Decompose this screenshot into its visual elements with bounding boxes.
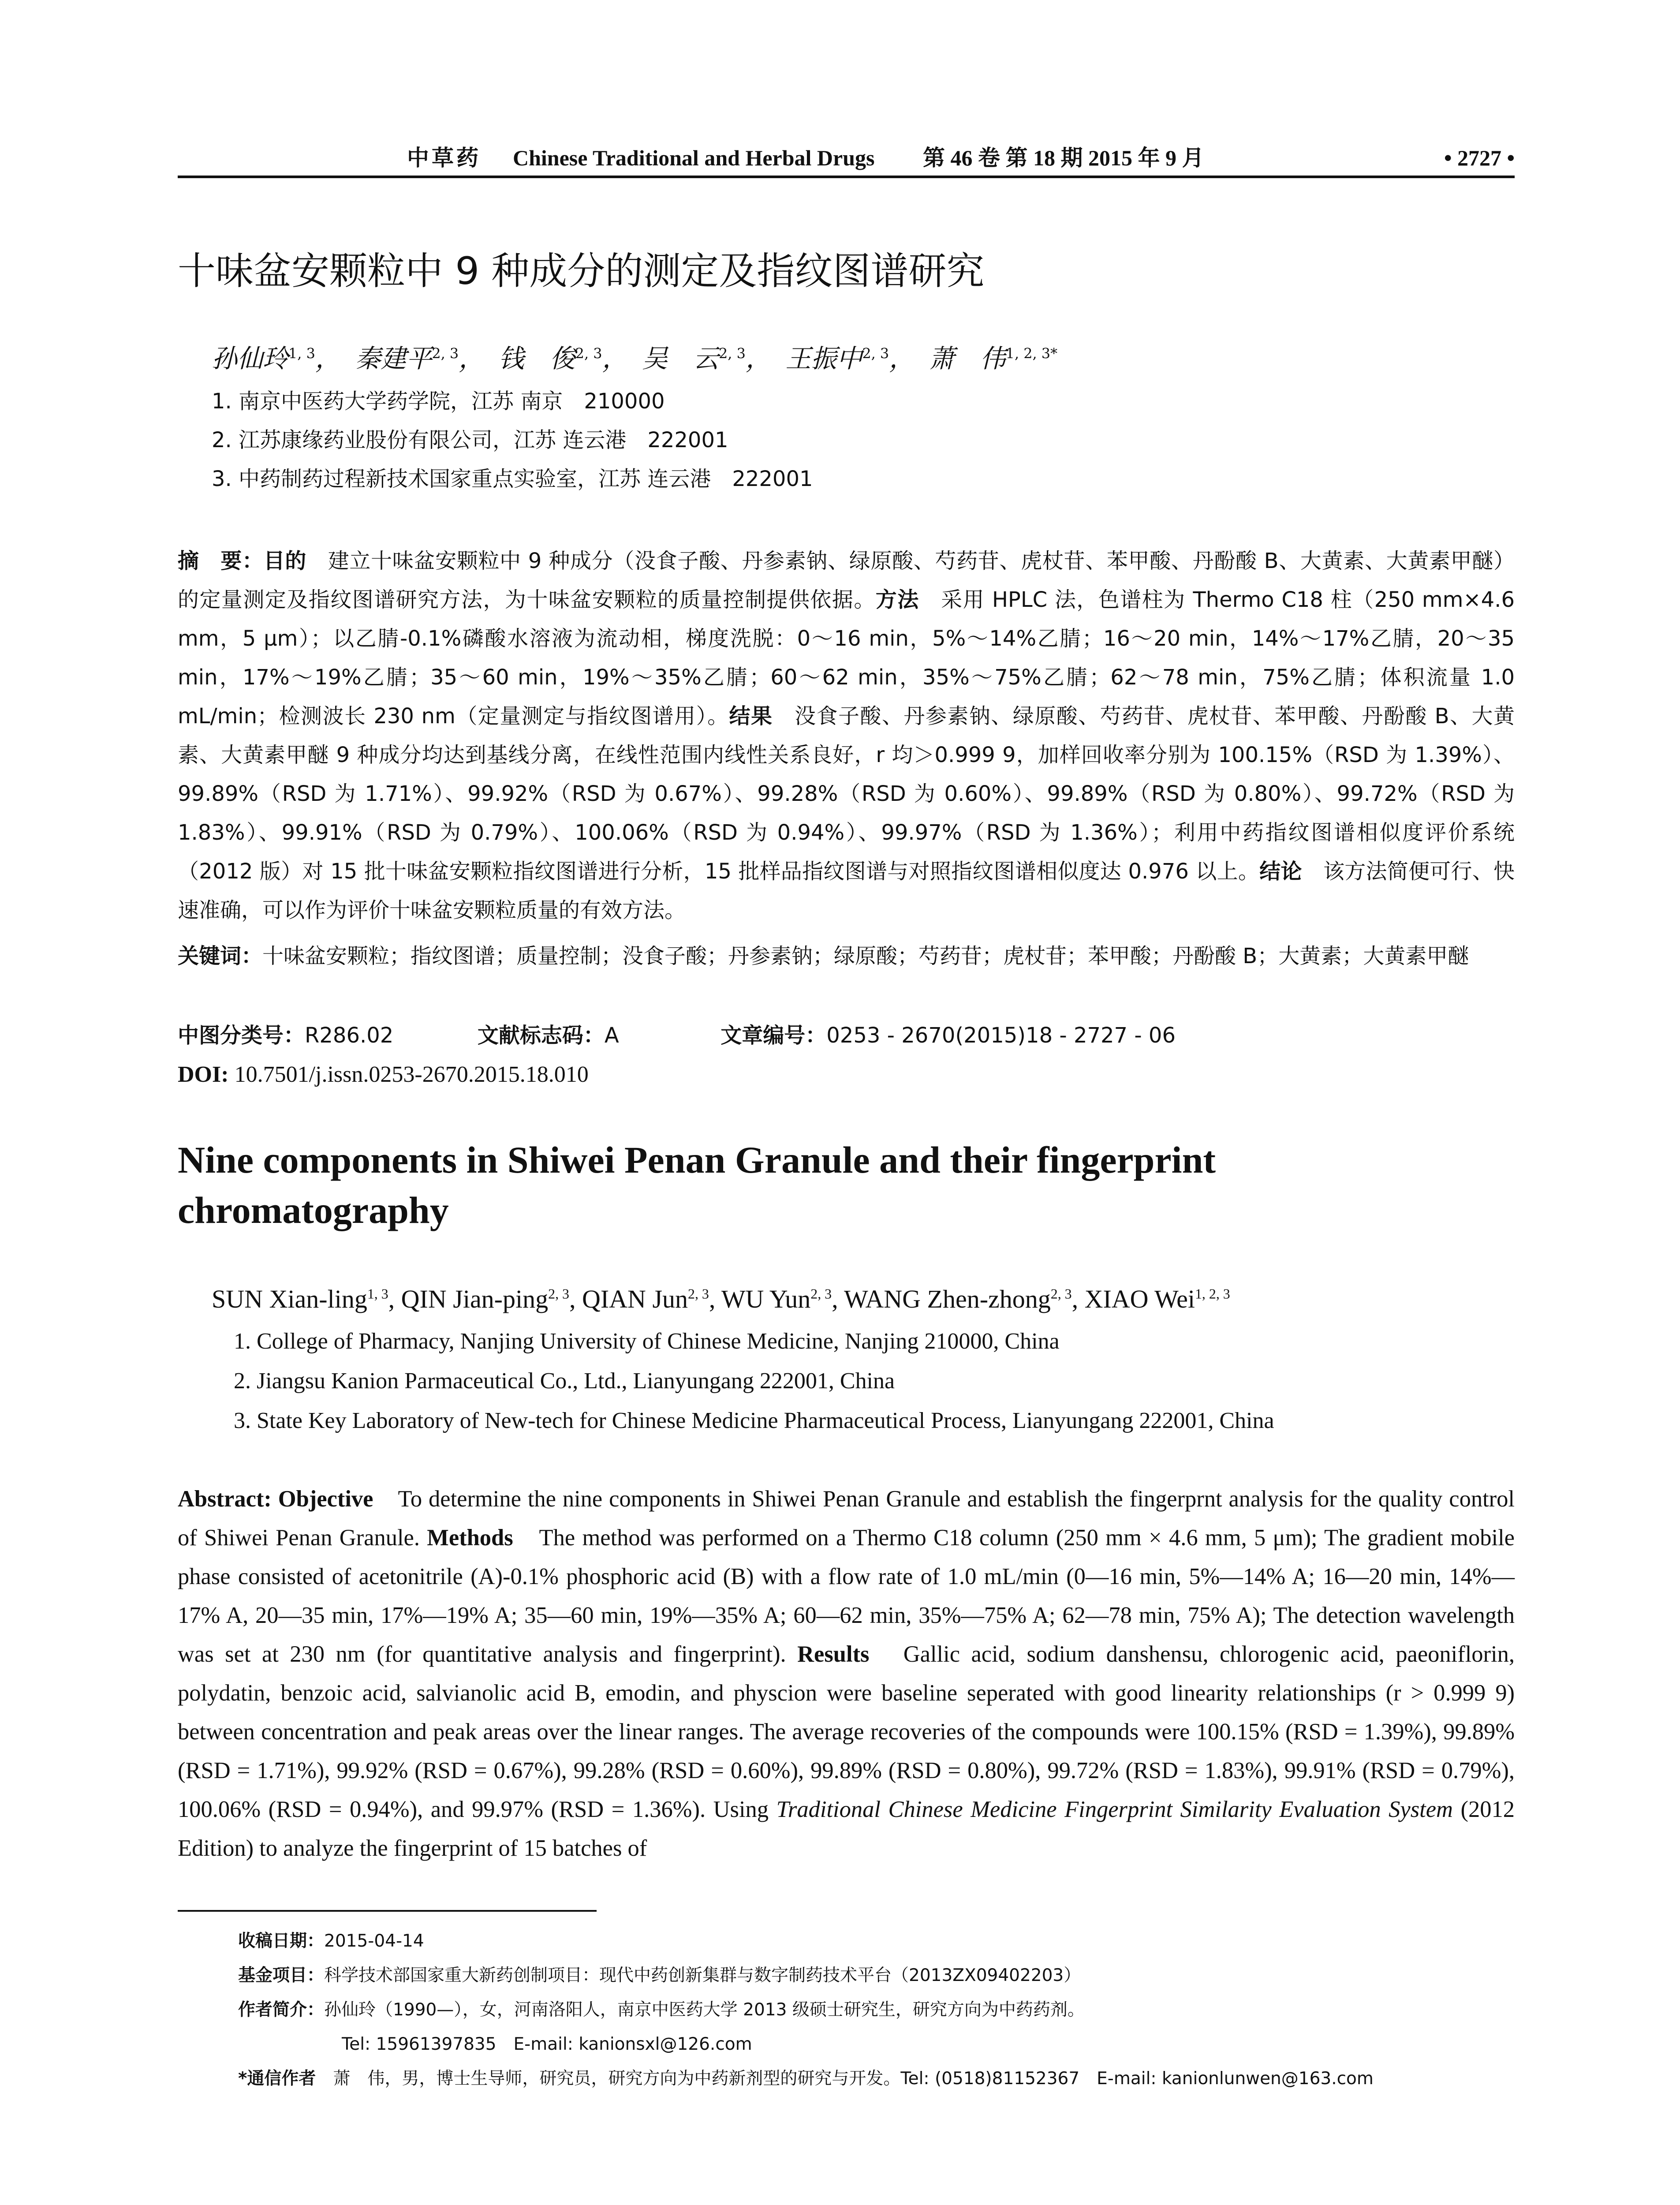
abstract-objective-label-en: Abstract: Objective [178,1486,373,1512]
footnote-corresponding: *通信作者 萧 伟，男，博士生导师，研究员，研究方向为中药新剂型的研究与开发。Tel: (0518)81152367 E-mail: kanionlunwen@163.com [238,2069,1374,2089]
author-cn: 秦建平$^{2, 3}$， [355,344,485,374]
methods-text-en: The method was performed on a Thermo C18 column (250 mm × 4.6 mm, 5 μm); The gradient mobile phase consisted of acetonitrile (A)-0.1% phosphoric acid (B) with a flow rate of 1.0 mL/min (0—16 min, 5%—14% A; 16—20 min, 14%—17% A, 20—35 min, 17%—19% A; 35—60 min, 19%—35% A; 60—62 min, 35%—75% A; 62—78 min, 75% A); The detection wavelength was set at 230 nm (for quantitative analysis and fingerprint). [178,1525,1515,1667]
results-label-cn: 结果 [729,704,773,729]
doc-code-value: A [604,1023,619,1048]
methods-label-cn: 方法 [875,587,919,612]
author-list-en [212,1274,1512,1319]
article-title-en: Nine components in Shiwei Penan Granule and their fingerprint chromatography [178,1139,1216,1231]
affiliation-en-3: 3. State Key Laboratory of New-tech for Chinese Medicine Pharmaceutical Process, Lianyungang 222001, China [234,1408,1274,1433]
author-en: QIAN Jun$^{2, 3}$, [582,1285,721,1314]
abstract-en [178,1480,1515,1868]
conclusion-text-cn: 该方法简便可行、快速准确，可以作为评价十味盆安颗粒质量的有效方法。 [178,859,1515,923]
doi-value[interactable]: 10.7501/j.issn.0253-2670.2015.18.010 [234,1062,589,1087]
journal-name-cn: 中草药 [407,146,481,170]
methods-text-cn: 采用 HPLC 法，色谱柱为 Thermo C18 柱（250 mm×4.6 mm，5 μm）；以乙腈-0.1%磷酸水溶液为流动相，梯度洗脱：0～16 min，5%～14%乙腈；16～20 min，14%～17%乙腈，20～35 min，17%～19%乙腈；35～60 min，19%～35%乙腈；60～62 min，35%～75%乙腈；62～78 min，75%乙腈；体积流量 1.0 mL/min；检测波长 230 nm（定量测定与指纹图谱用）。 [178,587,1515,729]
article-number-value: 0253 - 2670(2015)18 - 2727 - 06 [826,1023,1176,1048]
author-en: SUN Xian-ling$^{1, 3}$, [212,1285,401,1314]
conclusion-label-cn: 结论 [1259,859,1302,884]
author-list-cn [212,334,1490,378]
results-text-en: Gallic acid, sodium danshensu, chlorogenic acid, paeoniflorin, polydatin, benzoic acid, salvianolic acid B, emodin, and physcion were baseline seperated with good linearity relationships (r > 0.999 9) between concentration and peak areas over the linear ranges. The average recoveries of the compounds were 100.15% (RSD = 1.39%), 99.89% (RSD = 1.71%), 99.92% (RSD = 0.67%), 99.28% (RSD = 0.60%), 99.89% (RSD = 0.80%), 99.72% (RSD = 1.83%), 99.91% (RSD = 0.79%), 100.06% (RSD = 0.94%), and 99.97% (RSD = 1.36%). Using [178,1641,1515,1822]
doi-label: DOI: [178,1062,229,1087]
abstract-tail-en: (2012 Edition) to analyze the fingerprint of 15 batches of [178,1797,1515,1861]
clc-label: 中图分类号： [178,1023,305,1048]
objective-text-cn: 建立十味盆安颗粒中 9 种成分（没食子酸、丹参素钠、绿原酸、芍药苷、虎杖苷、苯甲酸、丹酚酸 B、大黄素、大黄素甲醚）的定量测定及指纹图谱研究方法，为十味盆安颗粒的质量控制提供依据。 [178,549,1515,612]
article-title-cn: 十味盆安颗粒中 9 种成分的测定及指纹图谱研究 [178,249,985,293]
keywords-label: 关键词： [178,944,263,968]
header-rule [178,176,1515,178]
author-en: WU Yun$^{2, 3}$, [721,1285,844,1314]
results-text-cn: 没食子酸、丹参素钠、绿原酸、芍药苷、虎杖苷、苯甲酸、丹酚酸 B、大黄素、大黄素甲醚 9 种成分均达到基线分离，在线性范围内线性关系良好，r 均＞0.999 9，加样回收率分别为 100.15%（RSD 为 1.39%）、99.89%（RSD 为 1.71%）、99.92%（RSD 为 0.67%）、99.28%（RSD 为 0.60%）、99.89%（RSD 为 0.80%）、99.72%（RSD 为 1.83%）、99.91%（RSD 为 0.79%）、100.06%（RSD 为 0.94%）、99.97%（RSD 为 1.36%）；利用中药指纹图谱相似度评价系统（2012 版）对 15 批十味盆安颗粒指纹图谱进行分析，15 批样品指纹图谱与对照指纹图谱相似度达 0.976 以上。 [178,704,1515,884]
footnote-received: 收稿日期：2015-04-14 [238,1931,424,1951]
keywords-cn [178,937,1515,975]
affiliation-en-2: 2. Jiangsu Kanion Parmaceutical Co., Ltd., Lianyungang 222001, China [234,1368,895,1394]
article-number-label: 文章编号： [721,1023,827,1048]
objective-label-cn: 目的 [263,549,307,573]
affiliation-en-1: 1. College of Pharmacy, Nanjing University of Chinese Medicine, Nanjing 210000, China [234,1329,1060,1354]
objective-text-en: To determine the nine components in Shiwei Penan Granule and establish the fingerprnt analysis for the quality control of Shiwei Penan Granule. [178,1486,1515,1551]
author-cn: 萧 伟$^{1, 2, 3*}$ [929,344,1058,374]
methods-label-en: Methods [427,1525,513,1551]
affiliation-cn-3: 3. 中药制药过程新技术国家重点实验室，江苏 连云港 222001 [212,467,813,491]
author-cn: 钱 俊$^{2, 3}$， [498,344,628,374]
clc-value: R286.02 [305,1023,394,1048]
abstract-cn [178,542,1515,930]
classification-line [178,1016,1515,1055]
affiliation-cn-2: 2. 江苏康缘药业股份有限公司，江苏 连云港 222001 [212,428,728,452]
affiliation-cn-1: 1. 南京中医药大学药学院，江苏 南京 210000 [212,389,665,414]
software-title-en: Traditional Chinese Medicine Fingerprint Similarity Evaluation System [776,1797,1453,1822]
page-number: • 2727 • [1444,146,1515,170]
footnote-rule [178,1910,597,1912]
results-label-en: Results [797,1641,870,1667]
author-cn: 王振中$^{2, 3}$， [785,344,915,374]
footnote-fund: 基金项目：科学技术部国家重大新药创制项目：现代中药创新集群与数字制药技术平台（2013ZX09402203） [238,1966,1081,1985]
doi-line [178,1055,1515,1094]
author-cn: 吴 云$^{2, 3}$， [642,344,771,374]
author-cn: 孙仙玲$^{1, 3}$， [212,344,341,374]
footnote-author: 作者简介：孙仙玲（1990—），女，河南洛阳人，南京中医药大学 2013 级硕士研究生，研究方向为中药药剂。 [238,2000,1085,2020]
journal-name-en: Chinese Traditional and Herbal Drugs [513,146,875,170]
doc-code-label: 文献标志码： [477,1023,605,1048]
author-en: WANG Zhen-zhong$^{2, 3}$, [844,1285,1085,1314]
running-header [178,140,1515,176]
author-en: XIAO Wei$^{1, 2, 3}$ [1084,1285,1230,1314]
issue-info: 第 46 卷 第 18 期 2015 年 9 月 [923,146,1204,170]
footnote-author-contact: Tel: 15961397835 E-mail: kanionsxl@126.com [342,2034,752,2054]
abstract-label-cn: 摘 要： [178,549,264,573]
keywords-text: 十味盆安颗粒；指纹图谱；质量控制；没食子酸；丹参素钠；绿原酸；芍药苷；虎杖苷；苯甲酸；丹酚酸 B；大黄素；大黄素甲醚 [262,944,1469,968]
author-en: QIN Jian-ping$^{2, 3}$, [401,1285,582,1314]
